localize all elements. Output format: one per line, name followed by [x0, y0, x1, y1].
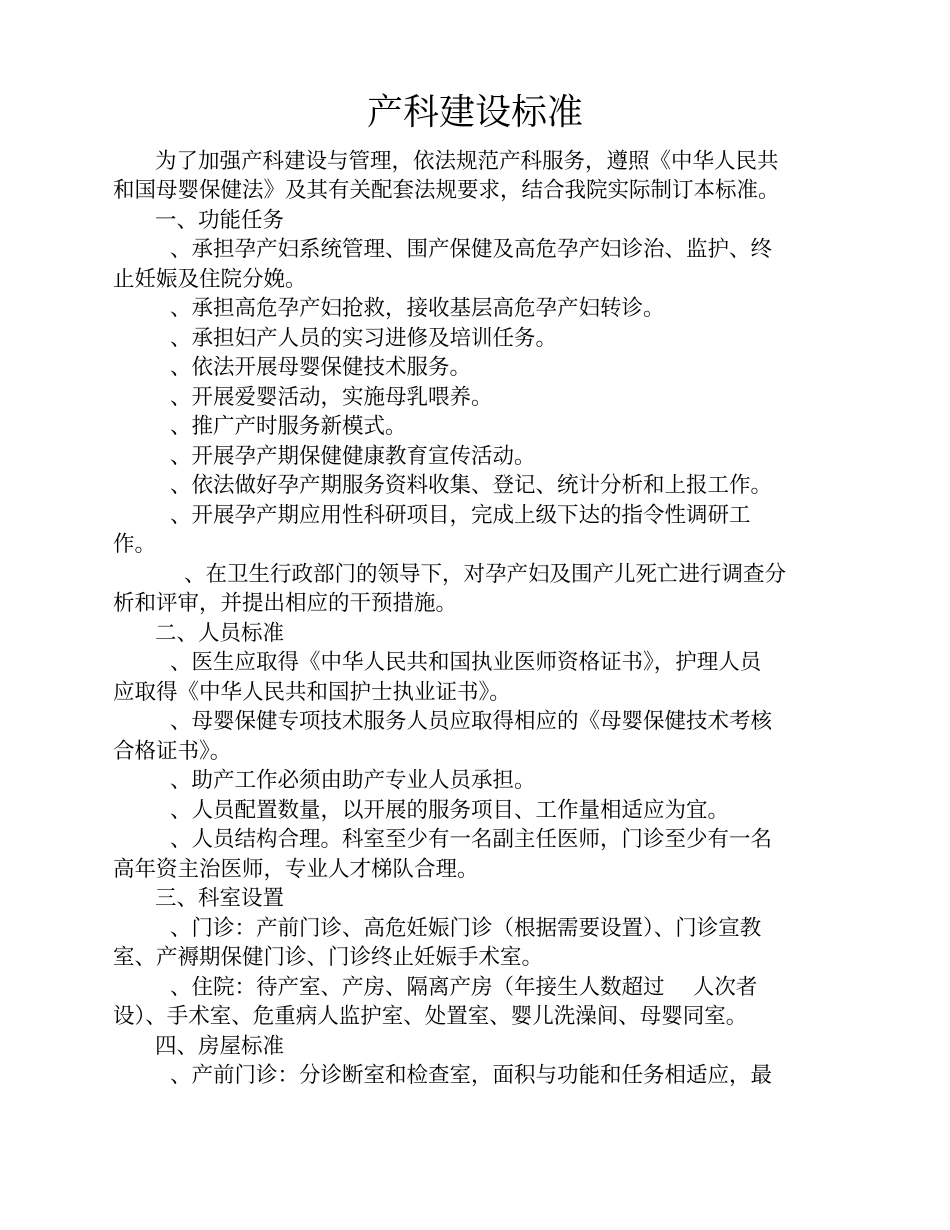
text-line: 、住院：待产室、产房、隔离产房（年接生人数超过 人次者	[170, 975, 758, 1000]
text-line: 和国母婴保健法》及其有关配套法规要求，结合我院实际制订本标准。	[113, 178, 780, 203]
text-line: 、人员结构合理。科室至少有一名副主任医师，门诊至少有一名	[170, 827, 773, 852]
text-line: 、承担孕产妇系统管理、围产保健及高危孕产妇诊治、监护、终	[170, 237, 773, 262]
text-line: 高年资主治医师，专业人才梯队合理。	[113, 857, 479, 882]
text-line: 为了加强产科建设与管理，依法规范产科服务，遵照《中华人民共	[155, 149, 779, 174]
text-line: 、门诊：产前门诊、高危妊娠门诊（根据需要设置）、门诊宣教	[170, 916, 762, 941]
text-line: 、母婴保健专项技术服务人员应取得相应的《母婴保健技术考核	[170, 709, 773, 734]
text-line: 析和评审，并提出相应的干预措施。	[113, 591, 458, 616]
text-line: 作。	[113, 532, 157, 557]
text-line: 应取得《中华人民共和国护士执业证书》。	[113, 680, 511, 705]
document-title: 产科建设标准	[366, 92, 583, 133]
section-heading: 四、房屋标准	[155, 1034, 285, 1059]
text-line: 、产前门诊：分诊断室和检查室，面积与功能和任务相适应，最	[170, 1063, 773, 1088]
text-line: 、助产工作必须由助产专业人员承担。	[170, 768, 536, 793]
section-heading: 三、科室设置	[155, 886, 285, 911]
text-line: 、开展孕产期应用性科研项目，完成上级下达的指令性调研工	[170, 503, 751, 528]
text-line: 、人员配置数量，以开展的服务项目、工作量相适应为宜。	[170, 798, 730, 823]
text-line: 、开展爱婴活动，实施母乳喂养。	[170, 385, 493, 410]
section-heading: 二、人员标准	[155, 621, 285, 646]
text-line: 、推广产时服务新模式。	[170, 414, 407, 439]
text-line: 设）、手术室、危重病人监护室、处置室、婴儿洗澡间、母婴同室。	[113, 1004, 748, 1029]
text-line: 止妊娠及住院分娩。	[113, 267, 307, 292]
text-line: 、开展孕产期保健健康教育宣传活动。	[170, 444, 536, 469]
text-line: 、承担高危孕产妇抢救，接收基层高危孕产妇转诊。	[170, 296, 665, 321]
section-heading: 一、功能任务	[155, 208, 285, 233]
text-line: 、医生应取得《中华人民共和国执业医师资格证书》，护理人员	[170, 650, 762, 675]
text-line: 、在卫生行政部门的领导下，对孕产妇及围产儿死亡进行调查分	[184, 562, 787, 587]
text-line: 合格证书》。	[113, 739, 232, 764]
text-line: 、依法做好孕产期服务资料收集、登记、统计分析和上报工作。	[170, 473, 773, 498]
text-line: 、依法开展母婴保健技术服务。	[170, 355, 472, 380]
text-line: 、承担妇产人员的实习进修及培训任务。	[170, 326, 558, 351]
text-line: 室、产褥期保健门诊、门诊终止妊娠手术室。	[113, 945, 544, 970]
